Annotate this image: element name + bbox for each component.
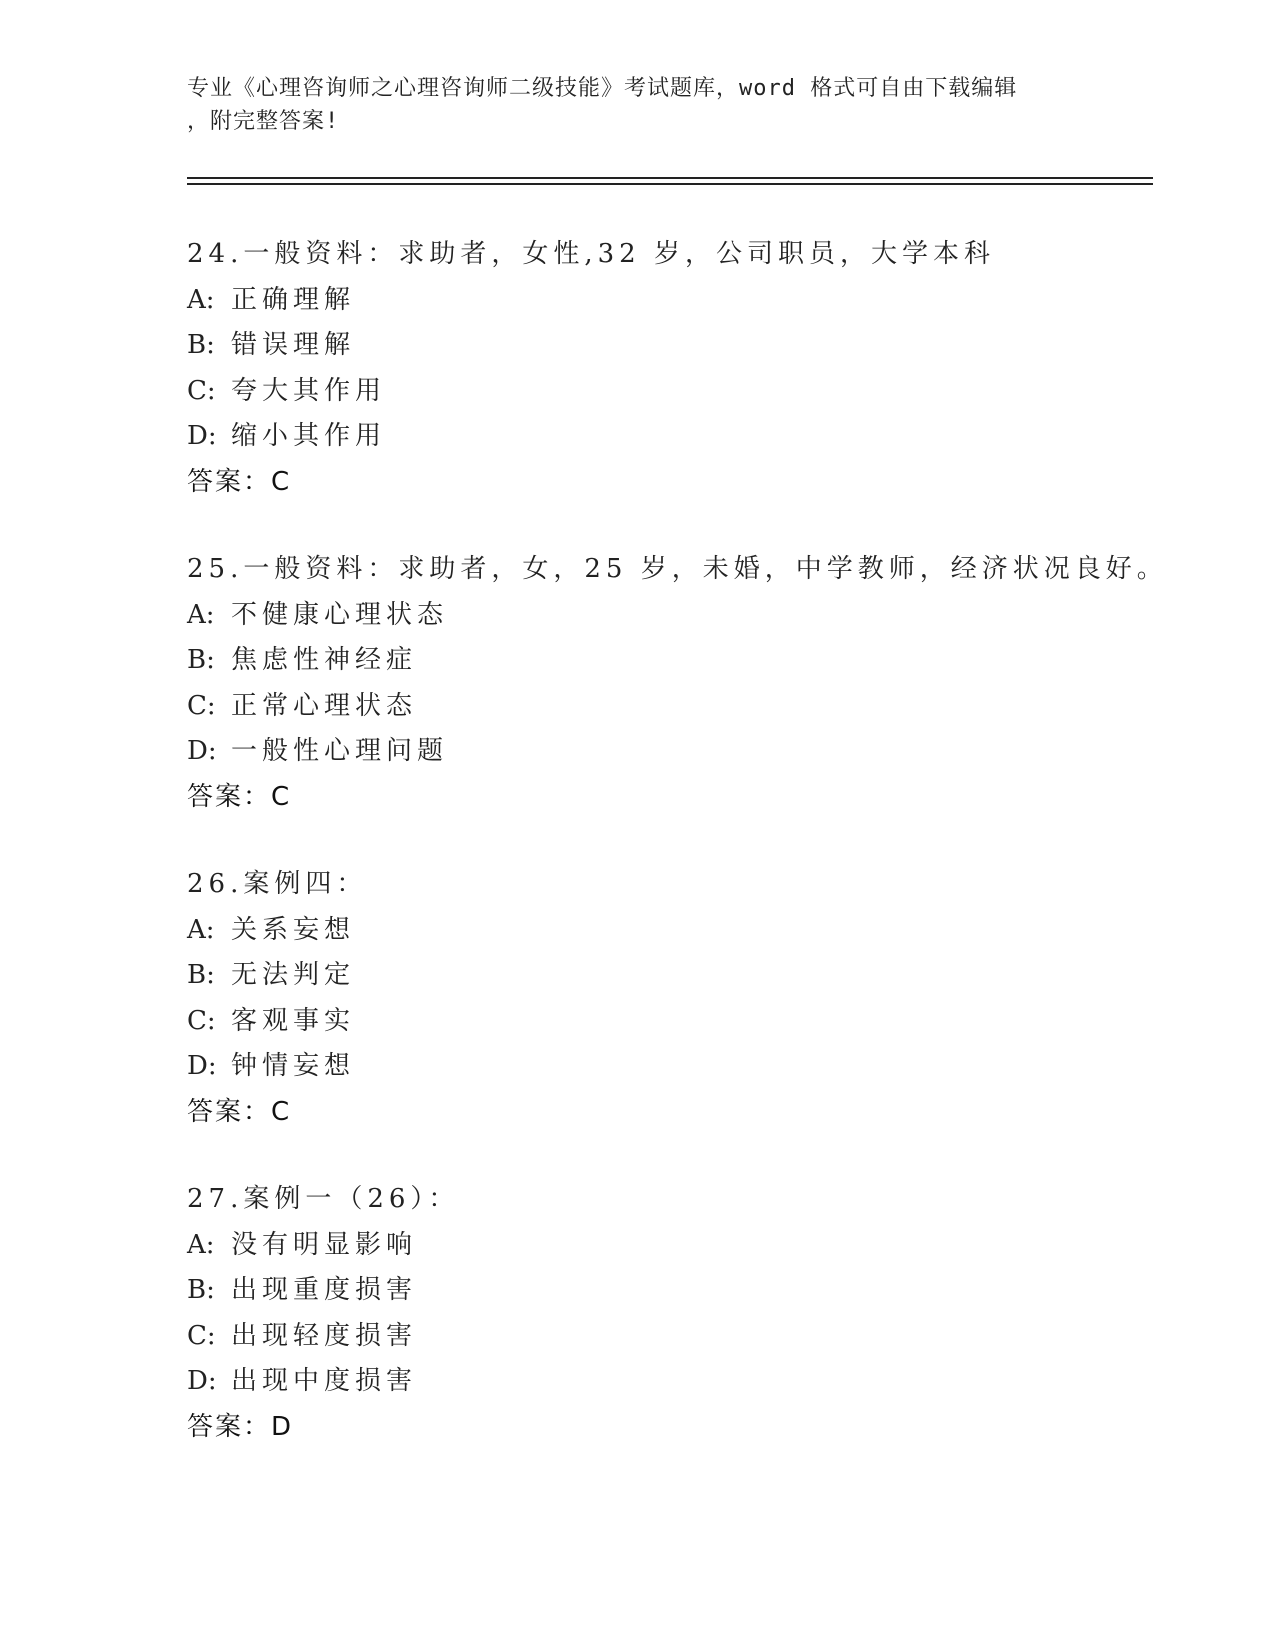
option-b <box>187 638 1147 684</box>
answer-line: 答案：C <box>187 466 292 497</box>
option-text: 错误理解 <box>231 330 356 360</box>
option-b <box>187 953 1147 999</box>
option-d <box>187 414 1147 460</box>
option-letter: A: <box>187 284 215 315</box>
option-letter: A: <box>187 1229 215 1260</box>
question-stem: 26.案例四： <box>187 869 368 899</box>
question-stem: 24.一般资料：求助者，女性,32 岁，公司职员，大学本科 <box>187 239 995 269</box>
option-letter: C: <box>187 375 216 406</box>
option-letter: D: <box>187 1366 217 1396</box>
header-line-1: 专业《心理咨询师之心理咨询师二级技能》考试题库，word 格式可自由下载编辑 <box>187 76 1018 101</box>
option-c <box>187 999 1147 1045</box>
option-b <box>187 1268 1147 1314</box>
option-text: 出现中度损害 <box>231 1366 418 1396</box>
option-a <box>187 908 1147 954</box>
header-divider-top <box>187 177 1153 179</box>
answer-line: 答案：C <box>187 1096 292 1127</box>
option-d <box>187 1359 1147 1405</box>
header-divider-bottom <box>187 183 1153 185</box>
question-list <box>187 232 1168 1492</box>
option-a <box>187 1223 1147 1269</box>
option-letter: C: <box>187 1005 216 1036</box>
option-text: 关系妄想 <box>231 914 356 945</box>
option-d <box>187 1044 1147 1090</box>
option-letter: B: <box>187 960 215 990</box>
option-text: 钟情妄想 <box>231 1051 356 1081</box>
option-text: 客观事实 <box>231 1005 356 1036</box>
option-letter: B: <box>187 1275 215 1305</box>
header-line-2: ，附完整答案! <box>187 109 340 134</box>
option-c <box>187 369 1147 415</box>
option-text: 无法判定 <box>231 960 356 990</box>
document-header <box>187 72 1067 138</box>
option-text: 一般性心理问题 <box>231 736 449 766</box>
question-27 <box>187 1177 1147 1450</box>
option-c <box>187 1314 1147 1360</box>
question-stem: 27.案例一（26）： <box>187 1184 460 1214</box>
option-a <box>187 593 1147 639</box>
option-b <box>187 323 1147 369</box>
option-letter: D: <box>187 736 217 766</box>
option-c <box>187 684 1147 730</box>
question-25 <box>187 547 1168 820</box>
option-d <box>187 729 1147 775</box>
option-letter: D: <box>187 1051 217 1081</box>
option-text: 正确理解 <box>231 284 356 315</box>
option-text: 夸大其作用 <box>231 375 387 406</box>
option-letter: C: <box>187 690 216 721</box>
option-letter: D: <box>187 421 217 451</box>
answer-line: 答案：D <box>187 1411 294 1442</box>
question-26 <box>187 862 1147 1135</box>
question-stem: 25.一般资料：求助者，女，25 岁，未婚，中学教师，经济状况良好。 <box>187 554 1168 584</box>
option-text: 出现轻度损害 <box>231 1320 418 1351</box>
option-letter: B: <box>187 330 215 360</box>
option-letter: A: <box>187 914 215 945</box>
option-text: 缩小其作用 <box>231 421 387 451</box>
option-letter: C: <box>187 1320 216 1351</box>
option-text: 不健康心理状态 <box>231 599 449 630</box>
option-letter: A: <box>187 599 215 630</box>
option-text: 没有明显影响 <box>231 1229 418 1260</box>
option-a <box>187 278 1147 324</box>
answer-line: 答案：C <box>187 781 292 812</box>
option-text: 正常心理状态 <box>231 690 418 721</box>
option-letter: B: <box>187 645 215 675</box>
option-text: 出现重度损害 <box>231 1275 418 1305</box>
question-24 <box>187 232 1147 505</box>
option-text: 焦虑性神经症 <box>231 645 418 675</box>
